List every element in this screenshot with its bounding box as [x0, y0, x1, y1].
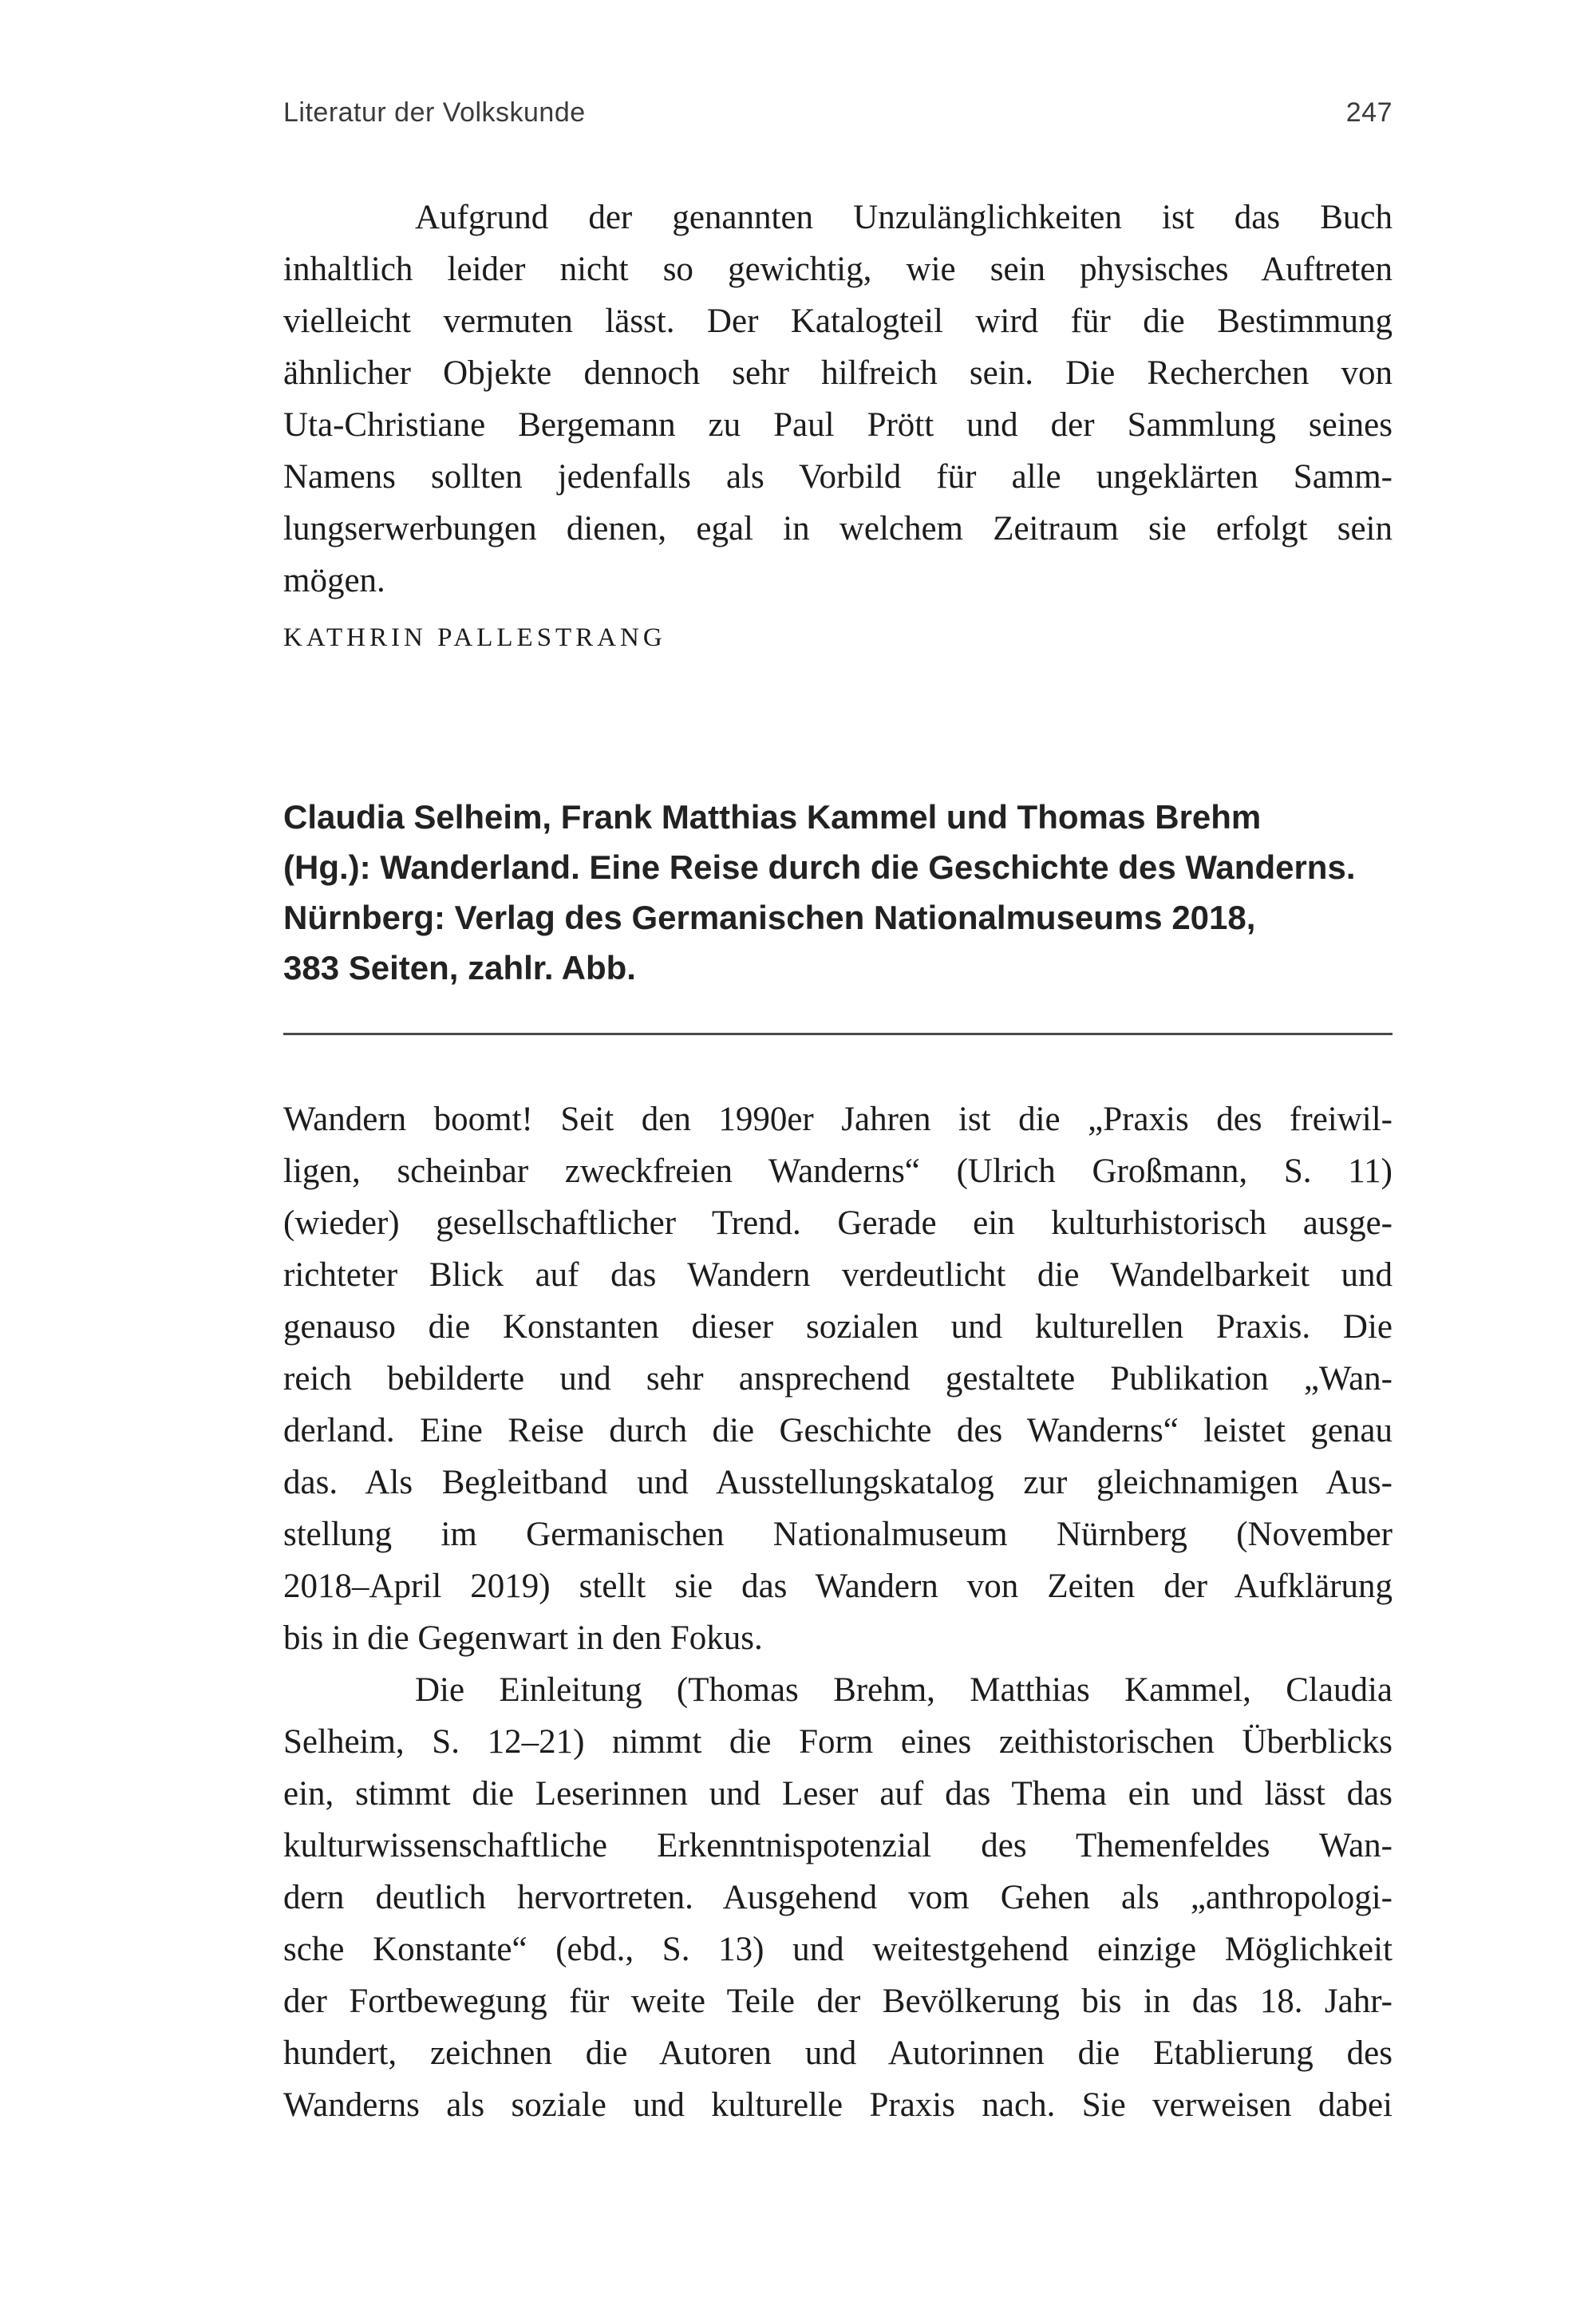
- text-line: reich bebilderte und sehr ansprechend gestaltete Publikation „Wan-: [283, 1360, 1393, 1398]
- text-line: inhaltlich leider nicht so gewichtig, wie sein physisches Auftreten: [283, 251, 1393, 288]
- text-line: bis in die Gegenwart in den Fokus.: [283, 1619, 763, 1657]
- review-paragraph: [283, 1664, 1393, 2131]
- text-line: Wanderns als soziale und kulturelle Praxis nach. Sie verweisen dabei: [283, 2086, 1393, 2124]
- text-line: derland. Eine Reise durch die Geschichte des Wanderns“ leistet genau: [283, 1412, 1393, 1449]
- text-line: Uta-Christiane Bergemann zu Paul Prött und der Sammlung seines: [283, 406, 1393, 444]
- text-line: stellung im Germanischen Nationalmuseum Nürnberg (November: [283, 1516, 1393, 1553]
- text-line: der Fortbewegung für weite Teile der Bevölkerung bis in das 18. Jahr-: [283, 1983, 1393, 2020]
- text-line: ähnlicher Objekte dennoch sehr hilfreich sein. Die Recherchen von: [283, 354, 1393, 392]
- text-line: (Hg.): Wanderland. Eine Reise durch die Geschichte des Wanderns.: [283, 848, 1356, 886]
- text-line: Namens sollten jedenfalls als Vorbild für alle ungeklärten Samm-: [283, 458, 1393, 496]
- text-line: kulturwissenschaftliche Erkenntnispotenzial des Themenfeldes Wan-: [283, 1827, 1393, 1864]
- text-line: vielleicht vermuten lässt. Der Katalogteil wird für die Bestimmung: [283, 302, 1393, 340]
- text-line: dern deutlich hervortreten. Ausgehend vom Gehen als „anthropologi-: [283, 1879, 1393, 1916]
- text-line: genauso die Konstanten dieser sozialen und kulturellen Praxis. Die: [283, 1308, 1393, 1346]
- text-line: 2018–April 2019) stellt sie das Wandern von Zeiten der Aufklärung: [283, 1568, 1393, 1605]
- text-line: ein, stimmt die Leserinnen und Leser auf das Thema ein und lässt das: [283, 1775, 1393, 1813]
- text-line: lungserwerbungen dienen, egal in welchem Zeitraum sie erfolgt sein: [283, 510, 1393, 548]
- reviewer-signature: KATHRIN PALLESTRANG: [283, 623, 666, 652]
- text-line: richteter Blick auf das Wandern verdeutlicht die Wandelbarkeit und: [283, 1256, 1393, 1294]
- text-line: sche Konstante“ (ebd., S. 13) und weitestgehend einzige Möglichkeit: [283, 1931, 1393, 1968]
- section-title: Literatur der Volkskunde: [283, 97, 586, 128]
- text-line: 383 Seiten, zahlr. Abb.: [283, 949, 636, 986]
- text-line: Claudia Selheim, Frank Matthias Kammel und Thomas Brehm: [283, 798, 1262, 836]
- text-line: Selheim, S. 12–21) nimmt die Form eines zeithistorischen Überblicks: [283, 1723, 1393, 1761]
- closing-paragraph: [283, 192, 1393, 607]
- text-line: Wandern boomt! Seit den 1990er Jahren ist die „Praxis des freiwil-: [283, 1101, 1393, 1138]
- text-line: das. Als Begleitband und Ausstellungskatalog zur gleichnamigen Aus-: [283, 1464, 1393, 1501]
- book-heading: [283, 792, 1393, 993]
- text-line: ligen, scheinbar zweckfreien Wanderns“ (Ulrich Großmann, S. 11): [283, 1153, 1393, 1190]
- text-line: Nürnberg: Verlag des Germanischen Nationalmuseums 2018,: [283, 899, 1256, 936]
- text-line: (wieder) gesellschaftlicher Trend. Gerade ein kulturhistorisch ausge-: [283, 1204, 1393, 1242]
- divider: [283, 1033, 1393, 1035]
- text-line: Die Einleitung (Thomas Brehm, Matthias Kammel, Claudia: [415, 1671, 1393, 1709]
- review-paragraph: [283, 1093, 1393, 1664]
- page-header: [283, 97, 1393, 128]
- text-line: mögen.: [283, 562, 385, 599]
- page-number: 247: [1345, 97, 1393, 128]
- text-line: Aufgrund der genannten Unzulänglichkeiten ist das Buch: [415, 199, 1393, 236]
- text-line: hundert, zeichnen die Autoren und Autorinnen die Etablierung des: [283, 2034, 1393, 2072]
